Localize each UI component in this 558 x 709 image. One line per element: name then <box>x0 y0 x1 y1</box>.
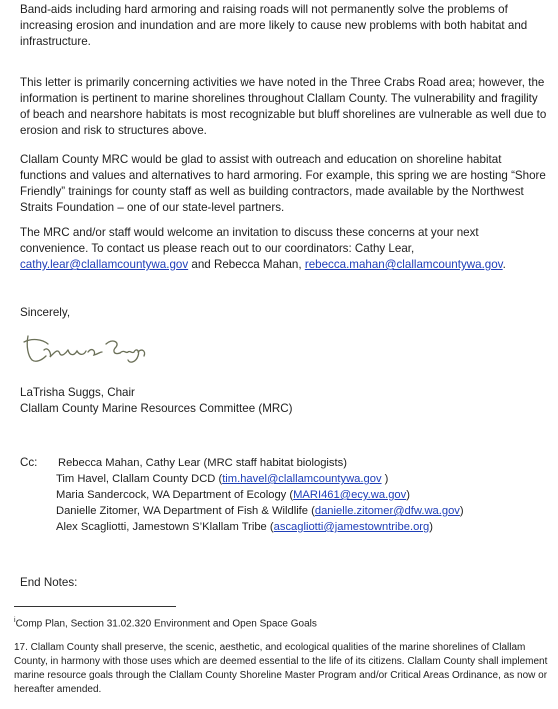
danielle-zitomer-email-link[interactable]: danielle.zitomer@dfw.wa.gov <box>314 505 460 517</box>
cathy-lear-email-link[interactable]: cathy.lear@clallamcountywa.gov <box>20 258 189 271</box>
cc-tim-havel-end: ) <box>381 473 389 485</box>
cc-alex-end: ) <box>429 521 433 533</box>
footnote-comp-plan <box>14 614 317 630</box>
tim-havel-email-link[interactable]: tim.havel@clallamcountywa.gov <box>222 473 382 485</box>
cc-label: Cc: <box>20 456 38 469</box>
alex-scagliotti-email-link[interactable]: ascagliotti@jamestowntribe.org <box>273 521 430 533</box>
contact-and: and Rebecca Mahan, <box>188 258 305 271</box>
cc-maria-text: Maria Sandercock, WA Department of Ecology ( <box>56 489 294 501</box>
footnote-marker: i <box>14 617 16 624</box>
signer-name-title: LaTrisha Suggs, Chair <box>20 386 135 399</box>
closing-sincerely: Sincerely, <box>20 306 71 319</box>
contact-intro: The MRC and/or staff would welcome an invitation to discuss these concerns at your next convenience. To contact us please reach out to our coordinators: Cathy Lear, <box>20 226 479 255</box>
cc-line-maria-sandercock <box>56 488 410 503</box>
handwritten-signature <box>22 330 152 368</box>
maria-sandercock-email-link[interactable]: MARI461@ecy.wa.gov <box>293 489 407 501</box>
endnote-17: 17. Clallam County shall preserve, the scenic, aesthetic, and ecological qualities of the marine shorelines of Clallam County, in harmony with those uses which are deemed essential to the life of its citizens. Clallam County shall implement marine resource goals through the Clallam County Shoreline Master Program and/or Critical Areas Ordinance, as now or hereafter amended. <box>14 642 548 695</box>
cc-tim-havel-text: Tim Havel, Clallam County DCD ( <box>56 473 223 485</box>
paragraph-band-aids: Band-aids including hard armoring and raising roads will not permanently solve the problems of increasing erosion and inundation and are more likely to cause new problems with both habitat and infrastructure. <box>20 3 528 48</box>
cc-line-rebecca-cathy: Rebecca Mahan, Cathy Lear (MRC staff habitat biologists) <box>58 457 347 469</box>
paragraph-outreach: Clallam County MRC would be glad to assist with outreach and education on shoreline habitat functions and values and alternatives to hard armoring. For example, this spring we are hosting “Shore Friendly” trainings for county staff as well as building contractors, made available by the Northwest Straits Foundation – one of our state-level partners. <box>20 153 546 214</box>
footnote-divider <box>14 606 176 607</box>
cc-danielle-end: ) <box>459 505 464 517</box>
signer-organization: Clallam County Marine Resources Committee (MRC) <box>20 402 293 415</box>
cc-maria-end: ) <box>406 489 410 501</box>
cc-line-tim-havel <box>56 472 388 487</box>
end-notes-heading: End Notes: <box>20 576 78 589</box>
paragraph-three-crabs: This letter is primarily concerning activities we have noted in the Three Crabs Road area; however, the information is pertinent to marine shorelines throughout Clallam County. The vulnerability and fragility of beach and nearshore habitats is most recognizable but bluff shorelines are vulnerable as well due to erosion and risk to structures above. <box>20 76 547 137</box>
cc-line-alex-scagliotti <box>56 520 433 535</box>
cc-alex-text: Alex Scagliotti, Jamestown S’Klallam Tribe ( <box>56 521 274 533</box>
paragraph-contact <box>20 225 548 273</box>
cc-danielle-text: Danielle Zitomer, WA Department of Fish & Wildlife ( <box>56 505 315 517</box>
footnote-text: Comp Plan, Section 31.02.320 Environment and Open Space Goals <box>15 618 317 630</box>
rebecca-mahan-email-link[interactable]: rebecca.mahan@clallamcountywa.gov <box>304 258 503 271</box>
contact-end: . <box>502 258 506 271</box>
cc-line-danielle-zitomer <box>56 504 464 519</box>
